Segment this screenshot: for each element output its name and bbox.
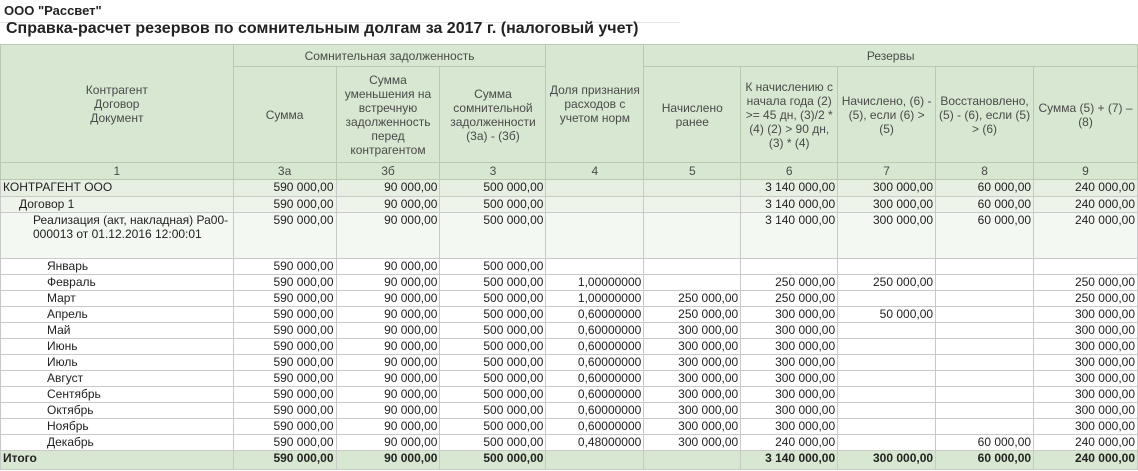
cell-6: 300 000,00 [741,355,838,371]
cell-4: 0,60000000 [546,403,644,419]
header-doubtful-sum: Сумма сомнительной задолженности (3а) - (3б) [440,67,546,163]
cell-3b: 90 000,00 [336,451,440,470]
total-row [1,451,1138,470]
month-row[interactable] [1,323,1138,339]
cell-7: 300 000,00 [838,213,936,259]
cell-4 [546,213,644,259]
cell-3: 500 000,00 [440,180,546,197]
cell-4 [546,451,644,470]
cell-4: 0,60000000 [546,323,644,339]
cell-3a: 590 000,00 [233,355,336,371]
cell-5: 250 000,00 [644,307,741,323]
cell-9: 300 000,00 [1034,371,1138,387]
cell-5 [644,275,741,291]
cell-7: 300 000,00 [838,197,936,213]
cell-6: 300 000,00 [741,403,838,419]
cell-4: 1,00000000 [546,291,644,307]
cell-4: 0,48000000 [546,435,644,451]
cell-7 [838,259,936,275]
cell-8 [936,419,1034,435]
month-row[interactable] [1,403,1138,419]
col-number: 4 [546,163,644,180]
month-name: Июль [1,355,234,371]
header-restored: Восстановлено, (5) - (6), если (5) > (6) [936,67,1034,163]
header-sum: Сумма [233,67,336,163]
cell-7 [838,339,936,355]
header-accrued: Начислено, (6) - (5), если (6) > (5) [838,67,936,163]
header-to-accrue: К начислению с начала года (2) >= 45 дн, (3)/2 * (4) (2) > 90 дн, (3) * (4) [741,67,838,163]
col-number: 3б [336,163,440,180]
cell-3b: 90 000,00 [336,291,440,307]
cell-3: 500 000,00 [440,323,546,339]
cell-9: 240 000,00 [1034,197,1138,213]
cell-3: 500 000,00 [440,355,546,371]
cell-5 [644,259,741,275]
cell-3b: 90 000,00 [336,307,440,323]
cell-9: 240 000,00 [1034,213,1138,259]
cell-8 [936,339,1034,355]
month-row[interactable] [1,435,1138,451]
month-name: Июнь [1,339,234,355]
cell-3: 500 000,00 [440,197,546,213]
cell-3b: 90 000,00 [336,259,440,275]
cell-3b: 90 000,00 [336,323,440,339]
col-number: 1 [1,163,234,180]
cell-9: 300 000,00 [1034,355,1138,371]
cell-5 [644,197,741,213]
cell-8 [936,307,1034,323]
cell-5: 300 000,00 [644,339,741,355]
header-doubtful-group: Сомнительная задолженность [233,45,546,67]
cell-3: 500 000,00 [440,275,546,291]
cell-7 [838,419,936,435]
cell-3a: 590 000,00 [233,371,336,387]
cell-5: 300 000,00 [644,419,741,435]
cell-6: 300 000,00 [741,387,838,403]
counterparty-row[interactable] [1,180,1138,197]
cell-9: 240 000,00 [1034,180,1138,197]
cell-6: 300 000,00 [741,419,838,435]
col-number: 3а [233,163,336,180]
cell-3b: 90 000,00 [336,371,440,387]
cell-7: 300 000,00 [838,451,936,470]
cell-8 [936,403,1034,419]
cell-3: 500 000,00 [440,291,546,307]
cell-6: 3 140 000,00 [741,180,838,197]
month-name: Май [1,323,234,339]
cell-9 [1034,259,1138,275]
cell-3a: 590 000,00 [233,323,336,339]
cell-8: 60 000,00 [936,451,1034,470]
cell-3: 500 000,00 [440,339,546,355]
cell-4 [546,259,644,275]
cell-3a: 590 000,00 [233,435,336,451]
month-name: Март [1,291,234,307]
month-row[interactable] [1,259,1138,275]
month-name: Февраль [1,275,234,291]
col-number: 9 [1034,163,1138,180]
cell-6: 3 140 000,00 [741,197,838,213]
cell-5: 300 000,00 [644,435,741,451]
cell-8 [936,275,1034,291]
month-row[interactable] [1,275,1138,291]
company-name: ООО "Рассвет" [4,3,102,18]
cell-3b: 90 000,00 [336,355,440,371]
col-number: 5 [644,163,741,180]
counterparty-name: КОНТРАГЕНТ ООО [1,180,234,197]
cell-9: 240 000,00 [1034,435,1138,451]
cell-3a: 590 000,00 [233,197,336,213]
cell-9: 300 000,00 [1034,419,1138,435]
cell-6: 250 000,00 [741,275,838,291]
cell-7 [838,403,936,419]
cell-5 [644,451,741,470]
cell-3b: 90 000,00 [336,387,440,403]
header-counterparty: Контрагент Договор Документ [1,45,234,163]
cell-8: 60 000,00 [936,435,1034,451]
cell-3b: 90 000,00 [336,403,440,419]
cell-8 [936,323,1034,339]
cell-5: 300 000,00 [644,371,741,387]
cell-3a: 590 000,00 [233,291,336,307]
cell-9: 300 000,00 [1034,307,1138,323]
cell-6: 3 140 000,00 [741,451,838,470]
cell-3b: 90 000,00 [336,213,440,259]
cell-3a: 590 000,00 [233,387,336,403]
cell-3: 500 000,00 [440,419,546,435]
cell-7 [838,355,936,371]
cell-6: 300 000,00 [741,371,838,387]
cell-5: 300 000,00 [644,355,741,371]
cell-9: 300 000,00 [1034,387,1138,403]
report-title: Справка-расчет резервов по сомнительным долгам за 2017 г. (налоговый учет) [6,20,639,37]
cell-3: 500 000,00 [440,307,546,323]
cell-3b: 90 000,00 [336,339,440,355]
cell-3: 500 000,00 [440,259,546,275]
cell-9: 300 000,00 [1034,339,1138,355]
cell-7: 50 000,00 [838,307,936,323]
col-number: 3 [440,163,546,180]
month-name: Январь [1,259,234,275]
month-row[interactable] [1,339,1138,355]
month-row[interactable] [1,307,1138,323]
cell-3a: 590 000,00 [233,180,336,197]
cell-5: 300 000,00 [644,387,741,403]
cell-6: 300 000,00 [741,307,838,323]
col-number: 8 [936,163,1034,180]
cell-7 [838,435,936,451]
cell-9: 300 000,00 [1034,323,1138,339]
cell-6: 3 140 000,00 [741,213,838,259]
month-row[interactable] [1,355,1138,371]
document-name: Реализация (акт, накладная) Ра00-000013 от 01.12.2016 12:00:01 [1,213,234,259]
cell-7 [838,291,936,307]
header-share: Доля признания расходов с учетом норм [546,45,644,163]
cell-6: 240 000,00 [741,435,838,451]
cell-4: 0,60000000 [546,339,644,355]
cell-6: 250 000,00 [741,291,838,307]
header-total-sum: Сумма (5) + (7) – (8) [1034,67,1138,163]
cell-4: 0,60000000 [546,371,644,387]
cell-8 [936,355,1034,371]
cell-5 [644,213,741,259]
cell-6: 300 000,00 [741,323,838,339]
cell-8: 60 000,00 [936,197,1034,213]
cell-3a: 590 000,00 [233,275,336,291]
total-label: Итого [1,451,234,470]
month-name: Сентябрь [1,387,234,403]
month-name: Апрель [1,307,234,323]
cell-8 [936,371,1034,387]
cell-7 [838,323,936,339]
month-name: Октябрь [1,403,234,419]
cell-3b: 90 000,00 [336,180,440,197]
cell-3b: 90 000,00 [336,275,440,291]
cell-3: 500 000,00 [440,213,546,259]
cell-6: 300 000,00 [741,339,838,355]
cell-3: 500 000,00 [440,451,546,470]
month-row[interactable] [1,371,1138,387]
month-name: Август [1,371,234,387]
cell-5: 300 000,00 [644,323,741,339]
header-accrued-before: Начислено ранее [644,67,741,163]
cell-7: 300 000,00 [838,180,936,197]
cell-3: 500 000,00 [440,371,546,387]
header-reduction: Сумма уменьшения на встречную задолженность перед контрагентом [336,67,440,163]
cell-3b: 90 000,00 [336,419,440,435]
col-number: 6 [741,163,838,180]
cell-3: 500 000,00 [440,403,546,419]
cell-5: 300 000,00 [644,403,741,419]
cell-8: 60 000,00 [936,180,1034,197]
cell-4: 0,60000000 [546,307,644,323]
contract-row[interactable] [1,197,1138,213]
cell-6 [741,259,838,275]
cell-3: 500 000,00 [440,435,546,451]
cell-5 [644,180,741,197]
cell-3a: 590 000,00 [233,307,336,323]
col-number: 7 [838,163,936,180]
cell-4: 0,60000000 [546,387,644,403]
cell-9: 250 000,00 [1034,291,1138,307]
cell-7 [838,371,936,387]
cell-3a: 590 000,00 [233,451,336,470]
cell-5: 250 000,00 [644,291,741,307]
cell-7 [838,387,936,403]
cell-3b: 90 000,00 [336,435,440,451]
cell-8 [936,259,1034,275]
cell-9: 300 000,00 [1034,403,1138,419]
month-name: Декабрь [1,435,234,451]
cell-3b: 90 000,00 [336,197,440,213]
cell-4: 0,60000000 [546,419,644,435]
cell-8 [936,387,1034,403]
cell-4 [546,180,644,197]
cell-3: 500 000,00 [440,387,546,403]
cell-3a: 590 000,00 [233,213,336,259]
cell-3a: 590 000,00 [233,419,336,435]
header-reserves-group: Резервы [644,45,1138,67]
cell-9: 250 000,00 [1034,275,1138,291]
month-name: Ноябрь [1,419,234,435]
month-row[interactable] [1,387,1138,403]
cell-3a: 590 000,00 [233,403,336,419]
document-row[interactable] [1,213,1138,259]
cell-8: 60 000,00 [936,213,1034,259]
cell-9: 240 000,00 [1034,451,1138,470]
month-row[interactable] [1,291,1138,307]
cell-3a: 590 000,00 [233,259,336,275]
cell-4: 1,00000000 [546,275,644,291]
cell-8 [936,291,1034,307]
cell-7: 250 000,00 [838,275,936,291]
contract-name: Договор 1 [1,197,234,213]
cell-3a: 590 000,00 [233,339,336,355]
cell-4 [546,197,644,213]
cell-4: 0,60000000 [546,355,644,371]
month-row[interactable] [1,419,1138,435]
report-table [0,44,1138,470]
